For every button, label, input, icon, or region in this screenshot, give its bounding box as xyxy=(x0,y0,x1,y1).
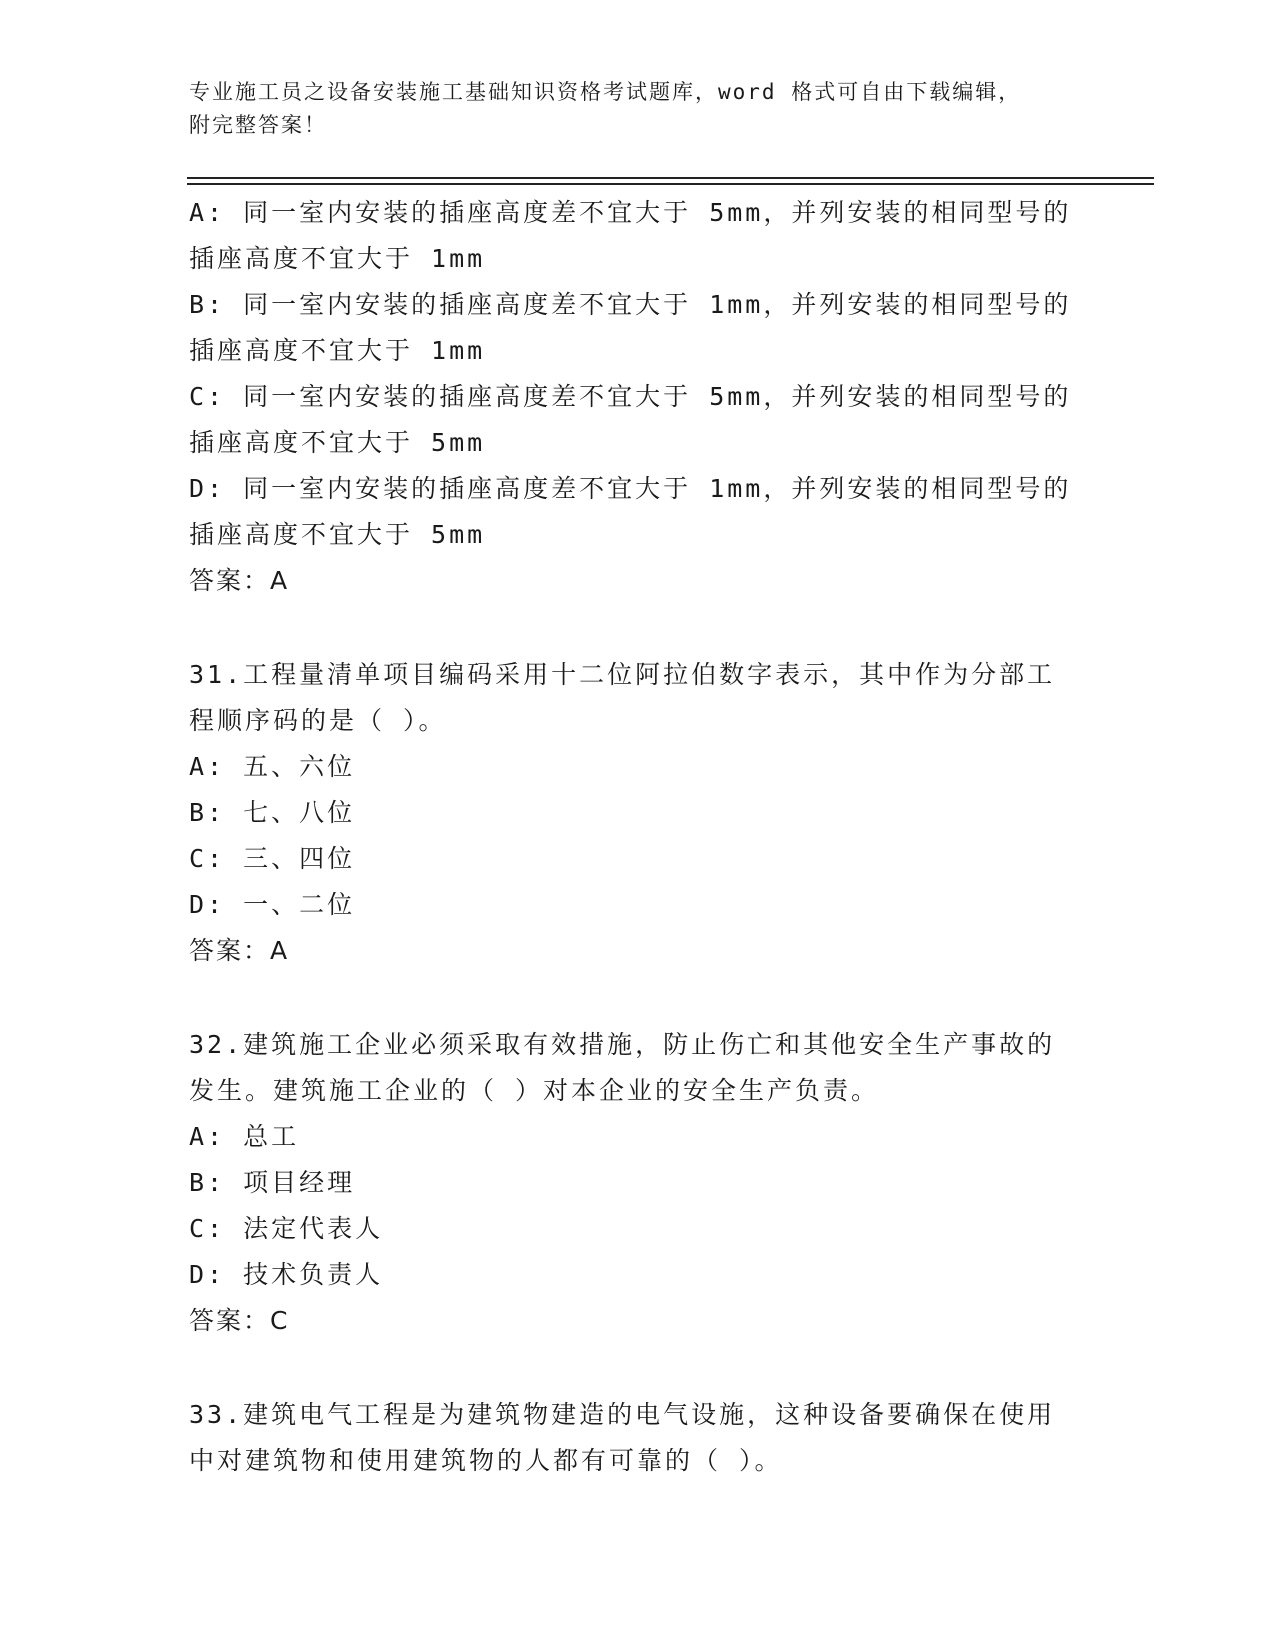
option-d: D: 技术负责人 xyxy=(189,1260,384,1289)
option-a: A: 总工 xyxy=(189,1122,300,1151)
option-b-line-1: B: 同一室内安装的插座高度差不宜大于 1mm，并列安装的相同型号的 xyxy=(189,290,1072,319)
question-stem-line-2: 发生。建筑施工企业的（ ）对本企业的安全生产负责。 xyxy=(189,1076,880,1105)
option-c-line-2: 插座高度不宜大于 5mm xyxy=(189,428,486,457)
answer: 答案：A xyxy=(189,566,290,595)
spacer xyxy=(189,974,1089,1022)
question-stem-line-1: 33.建筑电气工程是为建筑物建造的电气设施，这种设备要确保在使用 xyxy=(189,1400,1056,1429)
question-content xyxy=(189,190,1089,1484)
option-c-line-1: C: 同一室内安装的插座高度差不宜大于 5mm，并列安装的相同型号的 xyxy=(189,382,1072,411)
spacer xyxy=(189,604,1089,652)
question-31 xyxy=(189,652,1089,974)
question-stem-line-1: 31.工程量清单项目编码采用十二位阿拉伯数字表示，其中作为分部工 xyxy=(189,660,1056,689)
header-divider-top xyxy=(187,177,1154,179)
option-d-line-2: 插座高度不宜大于 5mm xyxy=(189,520,486,549)
question-stem-line-2: 程顺序码的是（ ）。 xyxy=(189,706,447,735)
option-b: B: 项目经理 xyxy=(189,1168,356,1197)
option-b: B: 七、八位 xyxy=(189,798,356,827)
question-stem-line-2: 中对建筑物和使用建筑物的人都有可靠的（ ）。 xyxy=(189,1446,783,1475)
question-33 xyxy=(189,1392,1089,1484)
header-line-1: 专业施工员之设备安装施工基础知识资格考试题库，word 格式可自由下载编辑， xyxy=(189,80,1022,104)
answer: 答案：C xyxy=(189,1306,290,1335)
option-c: C: 法定代表人 xyxy=(189,1214,384,1243)
header-line-2: 附完整答案！ xyxy=(189,113,327,137)
option-b-line-2: 插座高度不宜大于 1mm xyxy=(189,336,486,365)
question-30 xyxy=(189,190,1089,604)
option-a-line-1: A: 同一室内安装的插座高度差不宜大于 5mm，并列安装的相同型号的 xyxy=(189,198,1072,227)
question-32 xyxy=(189,1022,1089,1344)
option-a: A: 五、六位 xyxy=(189,752,356,781)
document-header xyxy=(189,76,1069,142)
header-divider-bottom xyxy=(187,183,1154,185)
option-a-line-2: 插座高度不宜大于 1mm xyxy=(189,244,486,273)
option-c: C: 三、四位 xyxy=(189,844,356,873)
answer: 答案：A xyxy=(189,936,290,965)
option-d: D: 一、二位 xyxy=(189,890,356,919)
question-stem-line-1: 32.建筑施工企业必须采取有效措施，防止伤亡和其他安全生产事故的 xyxy=(189,1030,1056,1059)
spacer xyxy=(189,1344,1089,1392)
option-d-line-1: D: 同一室内安装的插座高度差不宜大于 1mm，并列安装的相同型号的 xyxy=(189,474,1072,503)
